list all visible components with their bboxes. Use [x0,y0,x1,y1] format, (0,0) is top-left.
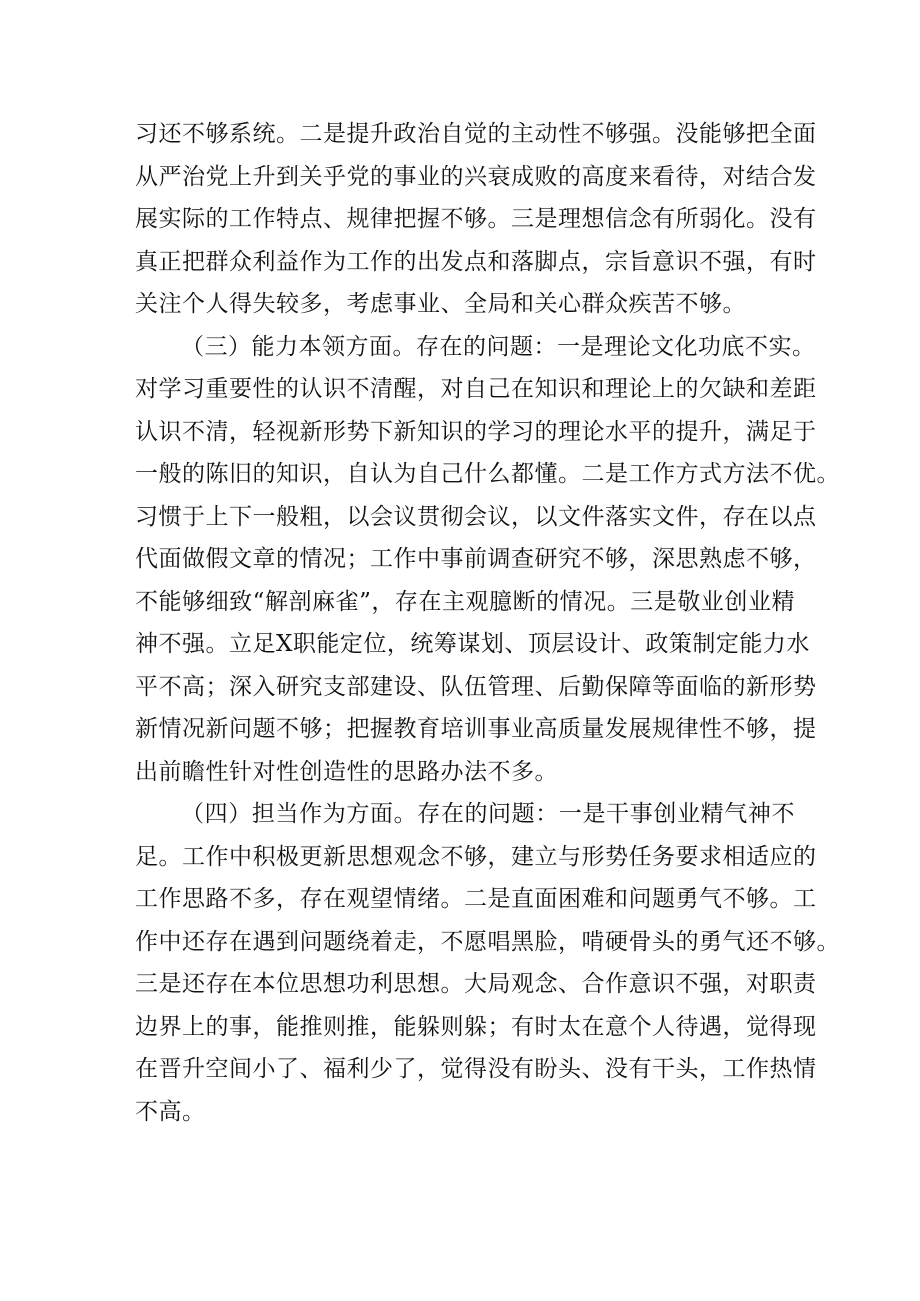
paragraph-ability [135,326,840,794]
text-line: 展实际的工作特点、规律把握不够。三是理想信念有所弱化。没有 [135,206,817,232]
section-heading-line: （四）担当作为方面。存在的问题：一是干事创业精气神不 [181,801,795,827]
text-line: 从严治党上升到关乎党的事业的兴衰成败的高度来看待，对结合发 [135,163,817,190]
text-line: 足。工作中积极更新思想观念不够，建立与形势任务要求相适应的 [135,843,817,870]
text-line: 平不高；深入研究支部建设、队伍管理、后勤保障等面临的新形势 [135,673,817,700]
text-line: 不高。 [135,1098,206,1125]
text-line: 关注个人得失较多，考虑事业、全局和关心群众疾苦不够。 [135,291,746,317]
text-line: 代面做假文章的情况；工作中事前调查研究不够，深思熟虑不够， [135,546,817,572]
text-line: 对学习重要性的认识不清醒，对自己在知识和理论上的欠缺和差距 [135,376,817,402]
text-line: 出前瞻性针对性创造性的思路办法不多。 [135,758,558,785]
text-line: 神不强。立足X职能定位，统筹谋划、顶层设计、政策制定能力水 [135,631,810,657]
paragraph-faith [135,113,817,326]
text-line: 真正把群众利益作为工作的出发点和落脚点，宗旨意识不强，有时 [135,248,817,275]
text-line: 新情况新问题不够；把握教育培训事业高质量发展规律性不够，提 [135,716,817,742]
text-line: 三是还存在本位思想功利思想。大局观念、合作意识不强，对职责 [135,971,817,997]
text-line: 工作思路不多，存在观望情绪。二是直面困难和问题勇气不够。工 [135,886,817,912]
text-line: 习还不够系统。二是提升政治自觉的主动性不够强。没能够把全面 [135,121,817,147]
document-body [135,113,840,1133]
text-line: 边界上的事，能推则推，能躲则躲；有时太在意个人待遇，觉得现 [135,1013,817,1040]
text-line: 在晋升空间小了、福利少了，觉得没有盼头、没有干头，工作热情 [135,1056,817,1082]
text-line: 不能够细致“解剖麻雀”，存在主观臆断的情况。三是敬业创业精 [135,588,795,615]
text-line: 认识不清，轻视新形势下新知识的学习的理论水平的提升，满足于 [135,418,817,445]
text-line: 习惯于上下一般粗，以会议贯彻会议，以文件落实文件，存在以点 [135,503,817,530]
text-line: 一般的陈旧的知识，自认为自己什么都懂。二是工作方式方法不优。 [135,461,840,487]
paragraph-responsibility [135,793,840,1133]
text-line: 作中还存在遇到问题绕着走，不愿唱黑脸，啃硬骨头的勇气还不够。 [135,928,840,955]
section-heading-line: （三）能力本领方面。存在的问题：一是理论文化功底不实。 [181,333,816,360]
